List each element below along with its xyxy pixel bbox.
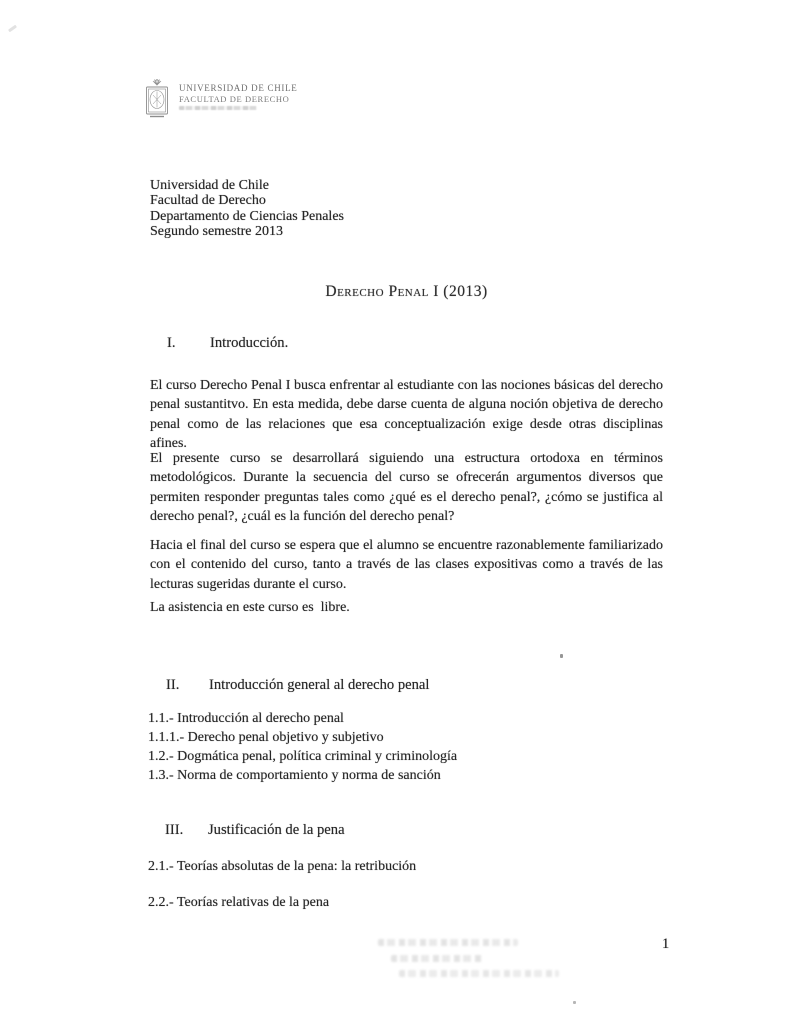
bleedthrough-line: [399, 970, 559, 977]
section-ii-heading: [166, 677, 429, 694]
outline-item: 1.1.- Introducción al derecho penal: [148, 711, 344, 726]
university-logo: [142, 78, 298, 120]
section-ii-outline: [148, 709, 457, 785]
letterhead-line-university: Universidad de Chile: [150, 178, 269, 193]
section-i-heading: [167, 335, 288, 352]
logo-tagline-artifact: [179, 106, 257, 110]
section-ii-numeral: II.: [166, 677, 180, 693]
paragraph-goals: Hacia el final del curso se espera que el alumno se encuentre razonablemente familiarizado con el contenido del curso, tanto a través de las clases expositivas como a través de las lecturas sugeridas durante el curso.: [150, 538, 663, 592]
page-number: 1: [662, 936, 670, 952]
letterhead-line-semester: Segundo semestre 2013: [150, 224, 283, 240]
logo-faculty-name: FACULTAD DE DERECHO: [179, 94, 290, 104]
outline-item: 2.2.- Teorías relativas de la pena: [148, 895, 330, 910]
section-iii-numeral: III.: [165, 822, 184, 838]
section-ii-title: Introducción general al derecho penal: [209, 677, 430, 693]
logo-text-block: [179, 78, 298, 110]
scan-speck: [8, 25, 17, 33]
section-iii-heading: [165, 822, 345, 839]
scan-speck: [560, 654, 563, 658]
letterhead-line-faculty: Facultad de Derecho: [150, 193, 266, 209]
university-crest-icon: [142, 78, 172, 120]
section-i-numeral: I.: [167, 335, 176, 351]
bleedthrough-line: [391, 955, 483, 962]
bleedthrough-line: [378, 939, 518, 946]
letterhead-block: [150, 178, 344, 240]
outline-item: 2.1.- Teorías absolutas de la pena: la retribución: [148, 859, 417, 874]
paragraph-methodology: El presente curso se desarrollará siguiendo una estructura ortodoxa en términos metodológicos. Durante la secuencia del curso se ofrecerán argumentos diversos que permiten responder preguntas tales como ¿qué es el derecho penal?, ¿cómo se justifica al derecho penal?, ¿cuál es la función del derecho penal?: [150, 451, 663, 525]
paragraph-course-overview: El curso Derecho Penal I busca enfrentar al estudiante con las nociones básicas del derecho penal sustantitvo. En esta medida, debe darse cuenta de alguna noción objetiva de derecho penal como de las relaciones que esa conceptualización exige desde otras disciplinas afines.: [150, 378, 663, 452]
logo-university-name: UNIVERSIDAD DE CHILE: [179, 83, 298, 93]
section-iii-title: Justificación de la pena: [208, 822, 345, 838]
section-i-title: Introducción.: [210, 335, 289, 351]
outline-item: 1.1.1.- Derecho penal objetivo y subjetivo: [148, 730, 384, 745]
scan-speck: [573, 1001, 576, 1004]
document-title: Derecho Penal I (2013): [325, 283, 488, 300]
outline-item: 1.3.- Norma de comportamiento y norma de sanción: [148, 768, 441, 783]
outline-item: 1.2.- Dogmática penal, política criminal y criminología: [148, 749, 458, 764]
paragraph-attendance: La asistencia en este curso es libre.: [150, 600, 350, 615]
letterhead-line-department: Departamento de Ciencias Penales: [150, 208, 344, 224]
